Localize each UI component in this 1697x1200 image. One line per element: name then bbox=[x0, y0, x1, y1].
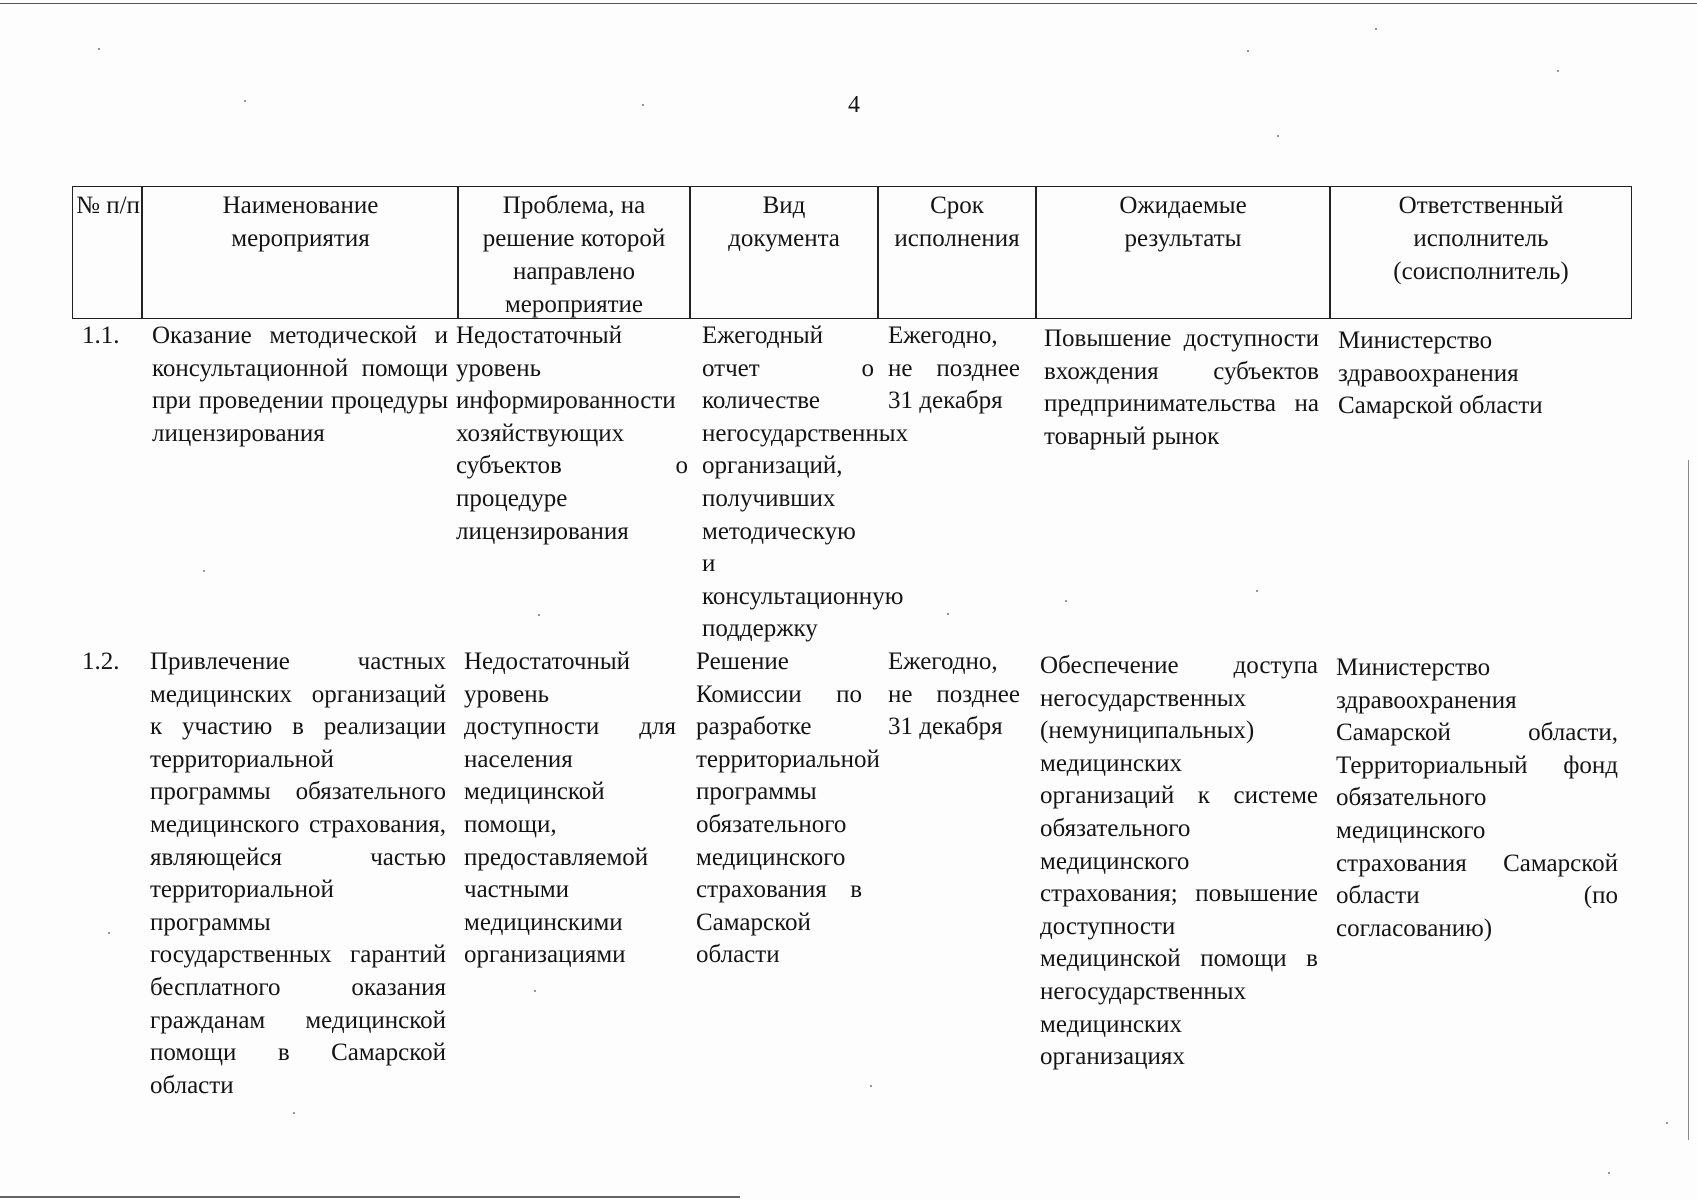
row-doc: Решение Комиссии по разработке территориальной программы обязательного медицинского страхования в Самарской области bbox=[696, 648, 880, 969]
row-problem: Недостаточный уровень доступности для населения медицинской помощи, предоставляемой частными медицинскими организациями bbox=[464, 648, 676, 969]
scan-speck bbox=[203, 570, 205, 572]
row-problem: Недостаточный уровень информированности хозяйствующих субъектов о процедуре лицензирования bbox=[456, 322, 688, 545]
row-name: Привлечение частных медицинских организаций к участию в реализации территориальной программы обязательного медицинского страхования, являющейся частью территориальной программы государственных гарантий бесплатного оказания гражданам медицинской помощи в Самарской области bbox=[150, 648, 446, 1099]
header-number: № п/п bbox=[76, 192, 140, 219]
row-term: Ежегодно, не позднее 31 декабря bbox=[888, 648, 1020, 741]
scan-speck bbox=[293, 1112, 295, 1114]
scan-speck bbox=[108, 932, 110, 934]
row-doc: Ежегодный отчет о количестве негосударственных организаций, получивших методическую и консультационную поддержку bbox=[702, 322, 909, 643]
scan-speck bbox=[538, 614, 540, 616]
scan-speck bbox=[642, 104, 644, 106]
header-problem: Проблема, на решение которой направлено мероприятие bbox=[482, 192, 666, 318]
row-responsible: Министерство здравоохранения Самарской области, Территориальный фонд обязательного медицинского страхования Самарской области (по согласованию) bbox=[1336, 654, 1618, 942]
header-results: Ожидаемые результаты bbox=[1119, 192, 1247, 252]
page-number: 4 bbox=[848, 92, 860, 118]
scan-speck bbox=[98, 48, 100, 50]
scan-speck bbox=[244, 100, 246, 102]
header-doc-type: Вид документа bbox=[728, 192, 840, 252]
scan-speck bbox=[1247, 50, 1249, 52]
row-result: Обеспечение доступа негосударственных (немуниципальных) медицинских организаций к системе обязательного медицинского страхования; повышение доступности медицинской помощи в негосударственных медицинских организациях bbox=[1040, 652, 1318, 1071]
scan-edge-top bbox=[0, 3, 1697, 4]
row-name: Оказание методической и консультационной помощи при проведении процедуры лицензирования bbox=[152, 322, 448, 447]
scan-speck bbox=[1557, 70, 1559, 72]
row-result: Повышение доступности вхождения субъектов предпринимательства на товарный рынок bbox=[1044, 325, 1319, 450]
scan-speck bbox=[1065, 600, 1067, 602]
scan-speck bbox=[1608, 1172, 1610, 1174]
scan-edge-bottom bbox=[0, 1196, 740, 1198]
row-term: Ежегодно, не позднее 31 декабря bbox=[888, 322, 1020, 415]
scan-speck bbox=[947, 613, 949, 615]
scan-speck bbox=[534, 990, 536, 992]
scan-edge-right bbox=[1688, 460, 1689, 1140]
header-name: Наименование мероприятия bbox=[222, 192, 379, 252]
scan-speck bbox=[870, 1085, 872, 1087]
scan-speck bbox=[1666, 1122, 1668, 1124]
scan-speck bbox=[1375, 28, 1377, 30]
row-number: 1.2. bbox=[82, 648, 120, 675]
scan-speck bbox=[1256, 590, 1258, 592]
row-number: 1.1. bbox=[82, 322, 120, 349]
row-responsible: Министерство здравоохранения Самарской области bbox=[1338, 327, 1543, 420]
header-responsible: Ответственный исполнитель (соисполнитель) bbox=[1393, 192, 1569, 285]
header-term: Срок исполнения bbox=[894, 192, 1020, 252]
scan-speck bbox=[1277, 135, 1279, 137]
table-header bbox=[72, 186, 1632, 319]
